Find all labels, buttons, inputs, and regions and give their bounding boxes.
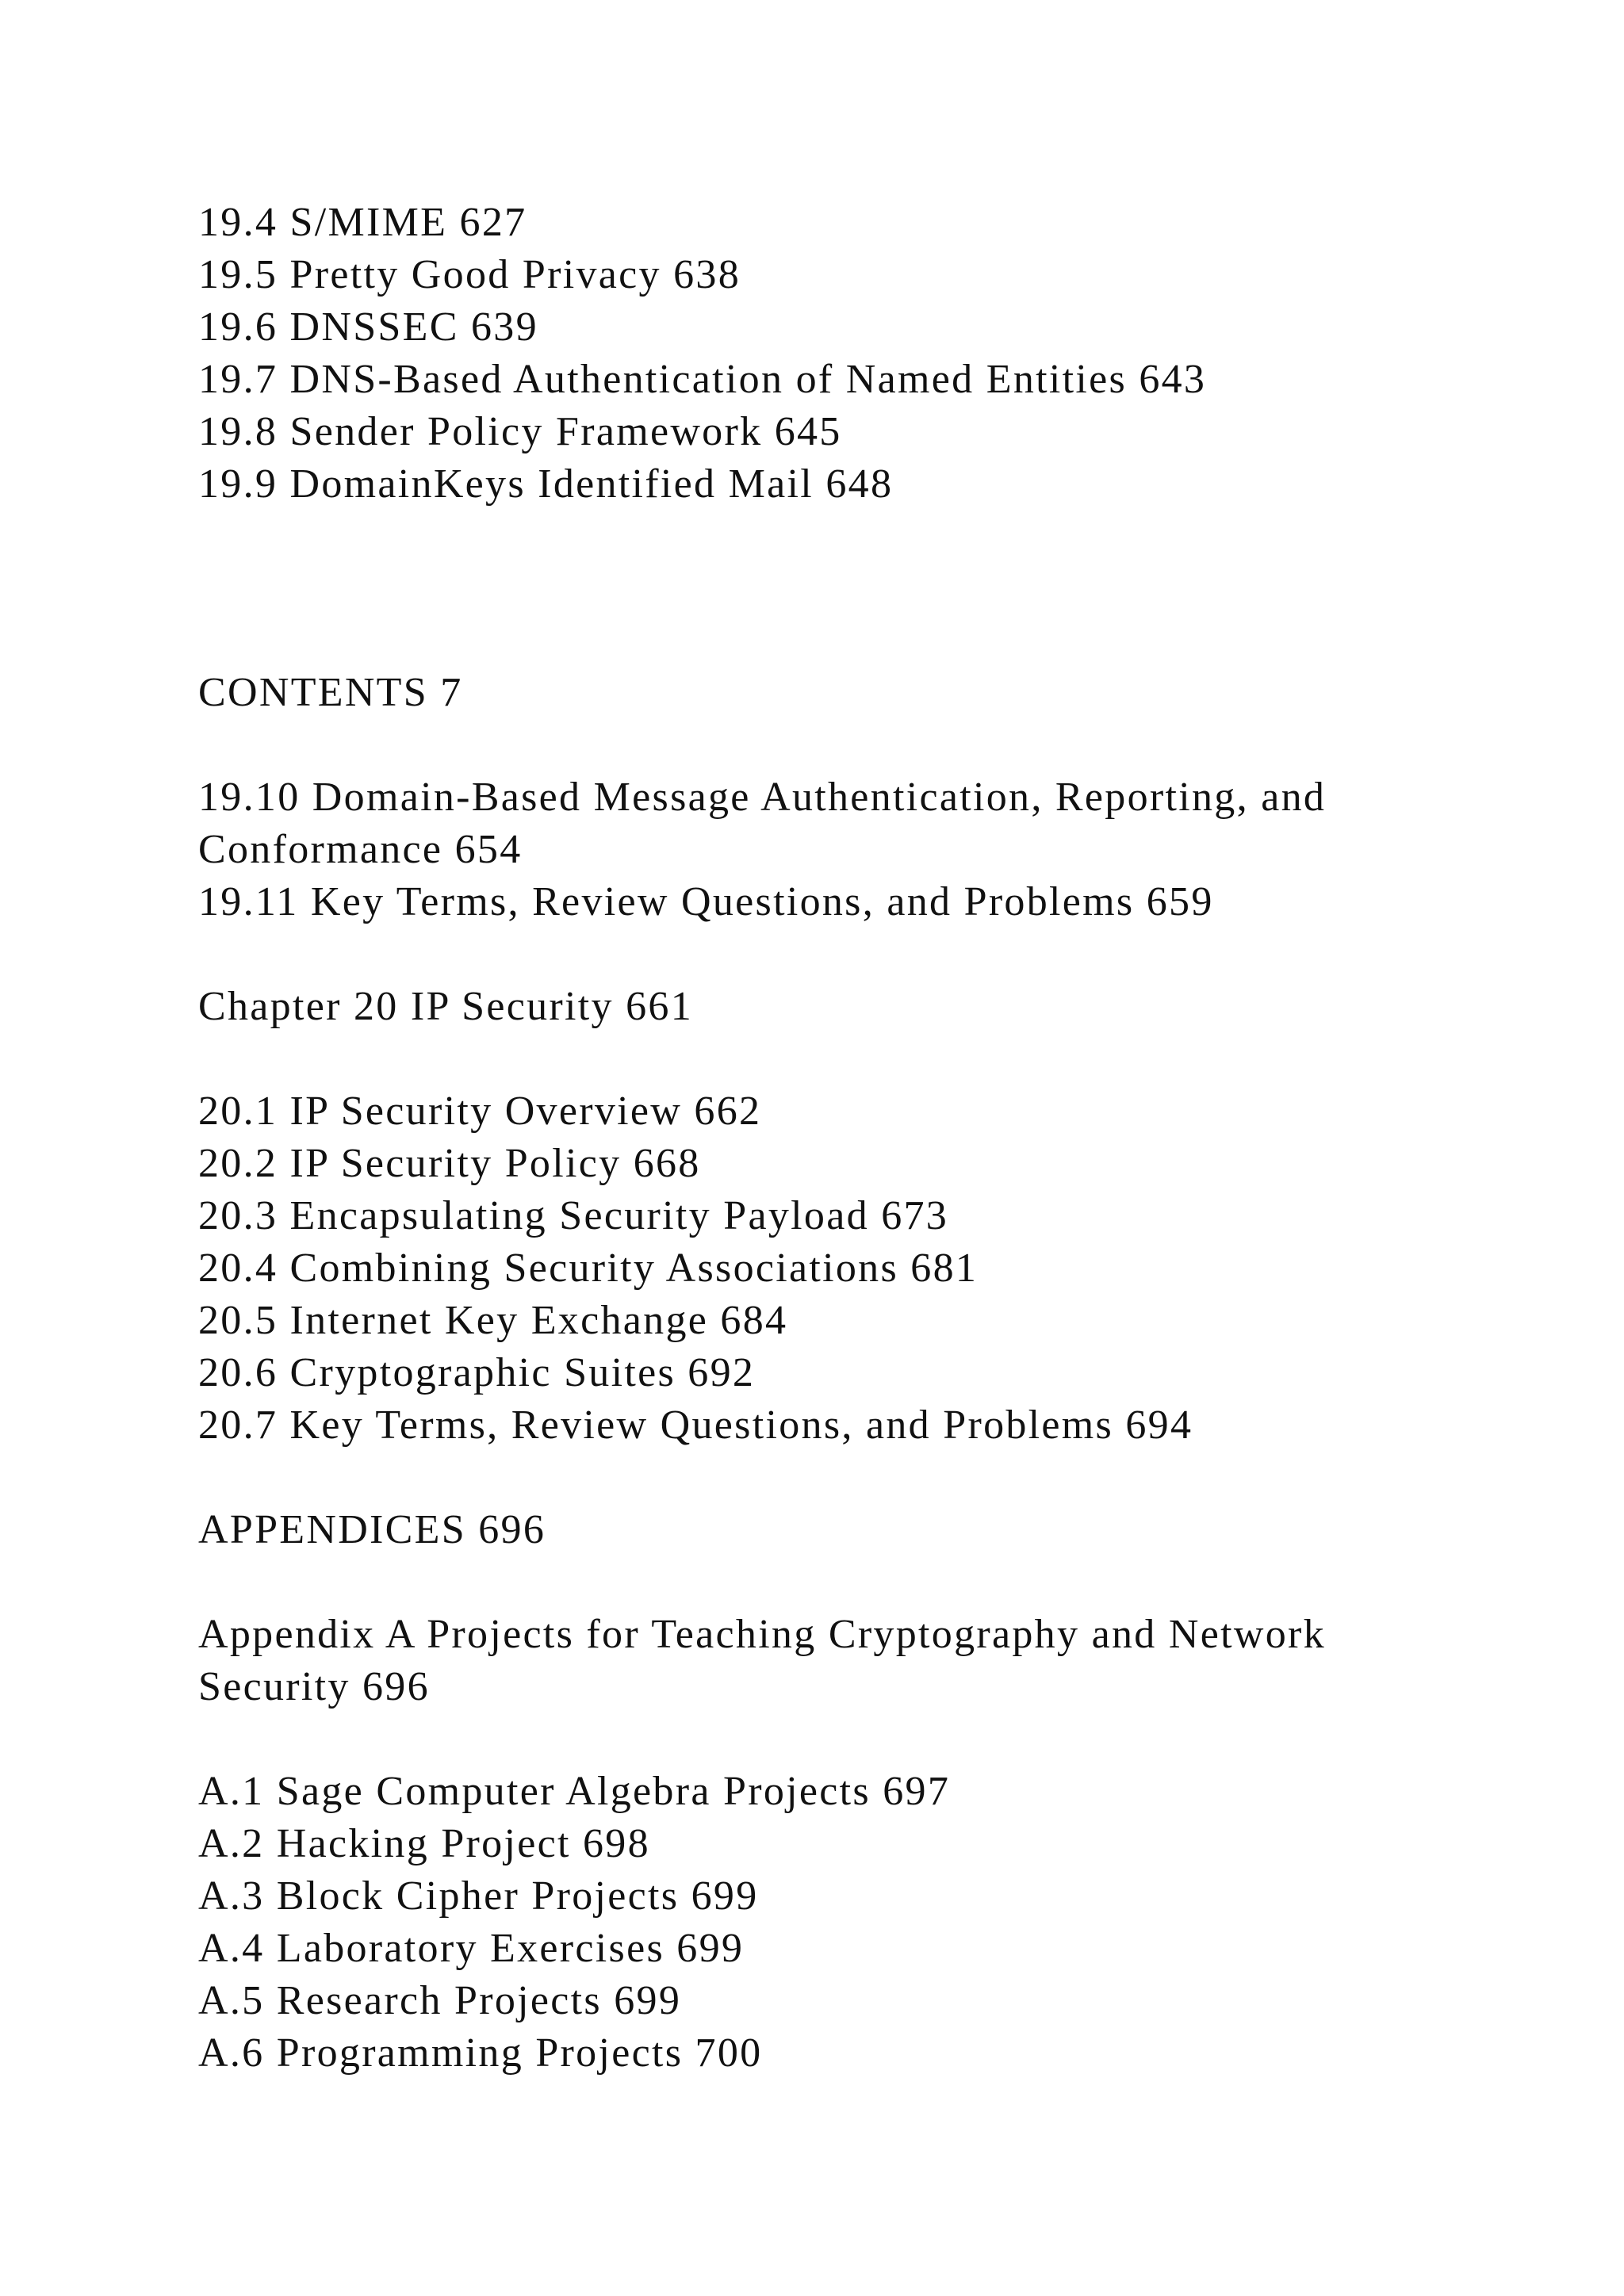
toc-entry-20-7: 20.7 Key Terms, Review Questions, and Problems 694 — [198, 1402, 1193, 1448]
toc-entry-19-9: 19.9 DomainKeys Identified Mail 648 — [198, 461, 894, 507]
toc-entry-19-4: 19.4 S/MIME 627 — [198, 200, 527, 245]
toc-entry-a-5: A.5 Research Projects 699 — [198, 1978, 682, 2023]
toc-entry-19-10-continued: Conformance 654 — [198, 827, 523, 872]
toc-entry-19-10: 19.10 Domain-Based Message Authentication, Reporting, and — [198, 775, 1327, 820]
toc-entry-19-11: 19.11 Key Terms, Review Questions, and Problems 659 — [198, 879, 1214, 924]
toc-entry-20-2: 20.2 IP Security Policy 668 — [198, 1141, 701, 1186]
toc-entry-a-1: A.1 Sage Computer Algebra Projects 697 — [198, 1769, 951, 1814]
appendix-a-heading-continued: Security 696 — [198, 1664, 430, 1709]
appendices-heading: APPENDICES 696 — [198, 1507, 546, 1552]
toc-entry-20-3: 20.3 Encapsulating Security Payload 673 — [198, 1193, 949, 1238]
toc-entry-19-7: 19.7 DNS-Based Authentication of Named Entities 643 — [198, 357, 1207, 402]
appendix-a-heading: Appendix A Projects for Teaching Cryptography and Network — [198, 1612, 1326, 1657]
toc-entry-20-1: 20.1 IP Security Overview 662 — [198, 1089, 762, 1134]
toc-entry-a-6: A.6 Programming Projects 700 — [198, 2030, 763, 2076]
toc-entry-19-6: 19.6 DNSSEC 639 — [198, 304, 538, 350]
toc-entry-a-2: A.2 Hacking Project 698 — [198, 1821, 650, 1866]
toc-entry-20-4: 20.4 Combining Security Associations 681 — [198, 1246, 979, 1291]
toc-entry-20-6: 20.6 Cryptographic Suites 692 — [198, 1350, 756, 1395]
toc-entry-a-4: A.4 Laboratory Exercises 699 — [198, 1926, 745, 1971]
toc-entry-20-5: 20.5 Internet Key Exchange 684 — [198, 1298, 788, 1343]
page-header: CONTENTS 7 — [198, 670, 463, 715]
toc-entry-19-5: 19.5 Pretty Good Privacy 638 — [198, 252, 741, 297]
toc-entry-a-3: A.3 Block Cipher Projects 699 — [198, 1873, 759, 1919]
toc-entry-19-8: 19.8 Sender Policy Framework 645 — [198, 409, 842, 454]
chapter-heading: Chapter 20 IP Security 661 — [198, 984, 694, 1029]
